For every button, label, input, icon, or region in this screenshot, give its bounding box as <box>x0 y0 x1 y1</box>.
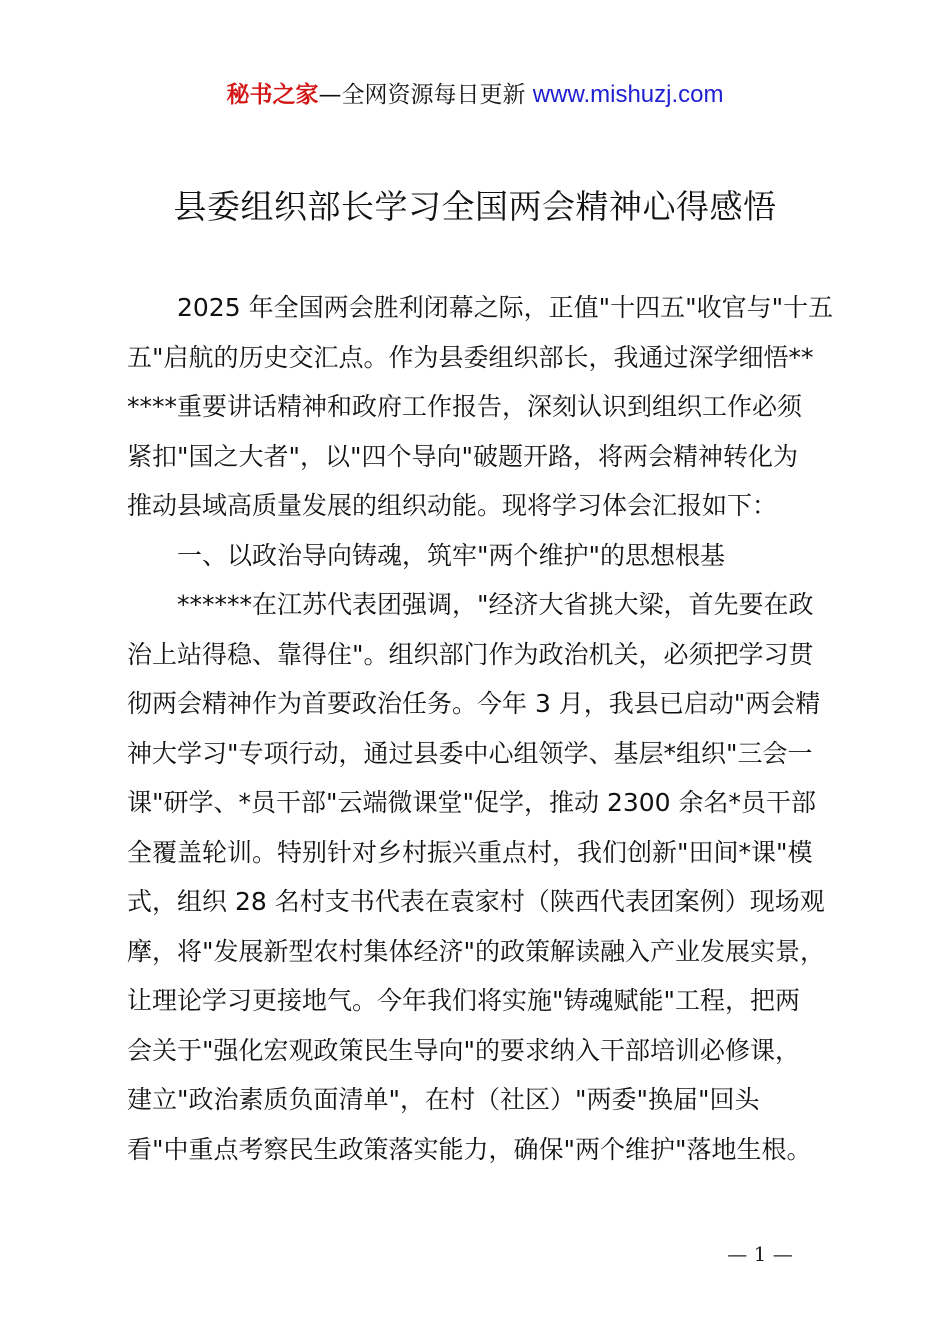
site-slogan: —全网资源每日更新 <box>318 82 526 108</box>
paragraph-line: 会关于"强化宏观政策民生导向"的要求纳入干部培训必修课， <box>127 1035 801 1065</box>
site-brand: 秘书之家 <box>226 82 319 108</box>
document-title: 县委组织部长学习全国两会精神心得感悟 <box>173 187 777 226</box>
paragraph-line: 神大学习"专项行动，通过县委中心组领学、基层*组织"三会一 <box>127 738 813 768</box>
paragraph-line: 全覆盖轮训。特别针对乡村振兴重点村，我们创新"田间*课"模 <box>127 837 813 867</box>
paragraph-line: 让理论学习更接地气。今年我们将实施"铸魂赋能"工程，把两 <box>127 986 801 1015</box>
paragraph-line: 治上站得稳、靠得住"。组织部门作为政治机关，必须把学习贯 <box>127 639 814 669</box>
site-url-link[interactable]: www.mishuzj.com <box>532 81 724 108</box>
paragraph-line: 课"研学、*员干部"云端微课堂"促学，推动 2300 余名*员干部 <box>127 788 817 817</box>
document-body <box>127 283 847 1174</box>
paragraph-line: 彻两会精神作为首要政治任务。今年 3 月，我县已启动"两会精 <box>127 689 821 718</box>
section-heading: 一、以政治导向铸魂，筑牢"两个维护"的思想根基 <box>177 540 725 570</box>
paragraph-line: 推动县域高质量发展的组织动能。现将学习体会汇报如下： <box>127 491 778 520</box>
paragraph-line: 2025 年全国两会胜利闭幕之际，正值"十四五"收官与"十五 <box>177 293 834 322</box>
paragraph-line: 式，组织 28 名村支书代表在袁家村（陕西代表团案例）现场观 <box>127 887 825 916</box>
paragraph-line: 建立"政治素质负面清单"，在村（社区）"两委"换届"回头 <box>127 1085 760 1114</box>
paragraph-line: 摩，将"发展新型农村集体经济"的政策解读融入产业发展实景， <box>127 936 826 966</box>
page-number: — 1 — <box>727 1242 793 1266</box>
paragraph-line: 紧扣"国之大者"，以"四个导向"破题开路，将两会精神转化为 <box>127 441 798 471</box>
paragraph-line: ****重要讲话精神和政府工作报告，深刻认识到组织工作必须 <box>127 392 803 421</box>
site-header <box>0 78 950 112</box>
paragraph-line: 看"中重点考察民生政策落实能力，确保"两个维护"落地生根。 <box>127 1134 812 1164</box>
paragraph-line: ******在江苏代表团强调，"经济大省挑大梁，首先要在政 <box>177 590 814 619</box>
paragraph-line: 五"启航的历史交汇点。作为县委组织部长，我通过深学细悟** <box>127 342 814 372</box>
